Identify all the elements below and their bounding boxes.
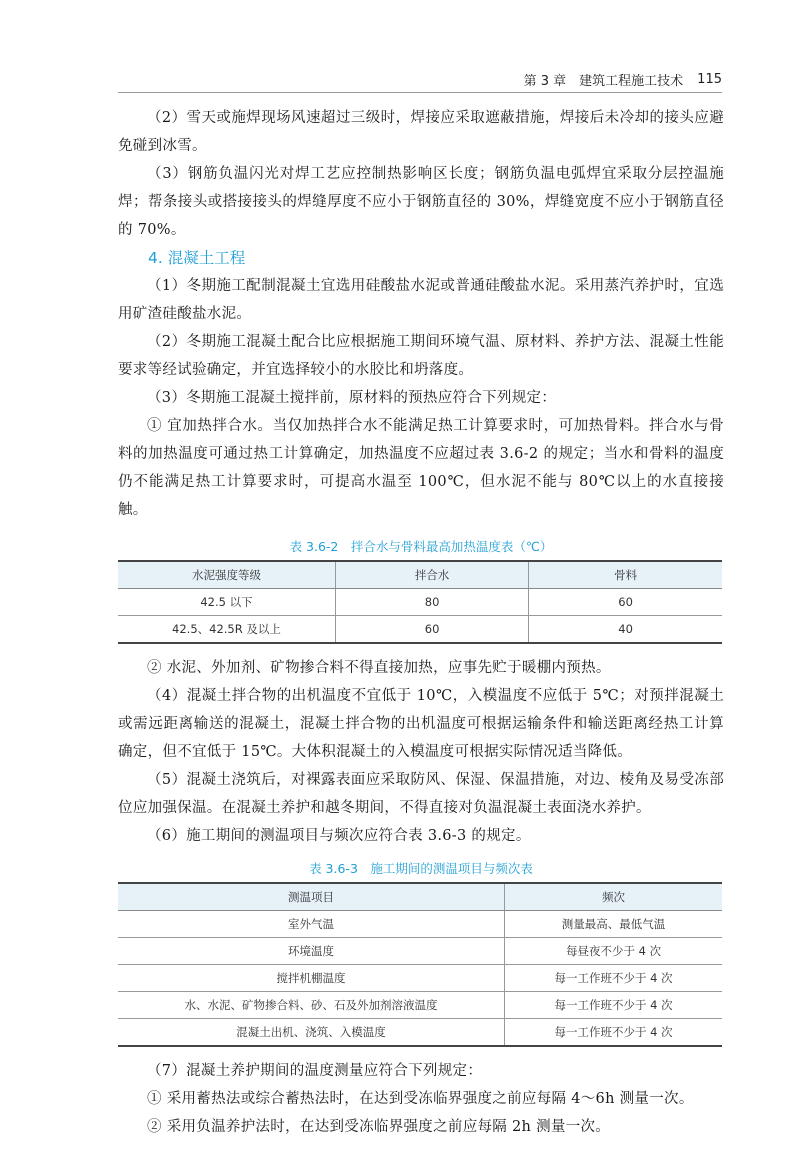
- chapter-title: 第 3 章 建筑工程施工技术: [523, 73, 684, 89]
- paragraph: （2）冬期施工混凝土配合比应根据施工期间环境气温、原材料、养护方法、混凝土性能要求等经试验确定，并宜选择较小的水胶比和坍落度。: [118, 334, 724, 378]
- column-header: 频次: [505, 883, 722, 911]
- table-cell: 40: [529, 616, 722, 644]
- paragraph: （3）冬期施工混凝土搅拌前，原材料的预热应符合下列规定：: [147, 390, 557, 406]
- running-header: [118, 66, 722, 93]
- paragraph: （4）混凝土拌合物的出机温度不宜低于 10℃，入模温度不应低于 5℃；对预拌混凝土或需远距离输送的混凝土，混凝土拌合物的出机温度可根据运输条件和输送距离经热工计算确定，但不宜低于 15℃。大体积混凝土的入模温度可根据实际情况适当降低。: [118, 688, 724, 760]
- paragraph: ① 采用蓄热法或综合蓄热法时，在达到受冻临界强度之前应每隔 4～6h 测量一次。: [147, 1091, 694, 1107]
- table-header-row: [118, 883, 722, 911]
- table-header-row: [118, 561, 722, 589]
- table-cell: 60: [335, 616, 528, 644]
- measurement-frequency-table: [118, 882, 722, 1047]
- table-row: [118, 938, 722, 965]
- table-cell: 每一工作班不少于 4 次: [505, 1019, 722, 1047]
- table-caption: 表 3.6-3 施工期间的测温项目与频次表: [309, 861, 533, 876]
- paragraph: （3）钢筋负温闪光对焊工艺应控制热影响区长度；钢筋负温电弧焊宜采取分层控温施焊；帮条接头或搭接接头的焊缝厚度不应小于钢筋直径的 30%，焊缝宽度不应小于钢筋直径的 70%。: [118, 166, 724, 238]
- table-cell: 室外气温: [118, 911, 505, 938]
- table-cell: 60: [529, 589, 722, 616]
- column-header: 测温项目: [118, 883, 505, 911]
- table-cell: 80: [335, 589, 528, 616]
- paragraph: ② 采用负温养护法时，在达到受冻临界强度之前应每隔 2h 测量一次。: [147, 1119, 611, 1135]
- table-cell: 每一工作班不少于 4 次: [505, 965, 722, 992]
- table-cell: 42.5、42.5R 及以上: [118, 616, 335, 644]
- paragraph: （5）混凝土浇筑后，对裸露表面应采取防风、保湿、保温措施，对边、棱角及易受冻部位应加强保温。在混凝土养护和越冬期间，不得直接对负温混凝土表面浇水养护。: [118, 772, 724, 816]
- table-row: [118, 1019, 722, 1047]
- paragraph: ② 水泥、外加剂、矿物掺合料不得直接加热，应事先贮于暖棚内预热。: [147, 660, 611, 676]
- table-cell: 42.5 以下: [118, 589, 335, 616]
- page-number: 115: [697, 71, 722, 87]
- paragraph: ① 宜加热拌合水。当仅加热拌合水不能满足热工计算要求时，可加热骨料。拌合水与骨料的加热温度可通过热工计算确定，加热温度不应超过表 3.6-2 的规定；当水和骨料的温度仍不能满足热工计算要求时，可提高水温至 100℃，但水泥不能与 80℃以上的水直接接触。: [118, 418, 724, 518]
- paragraph: （1）冬期施工配制混凝土宜选用硅酸盐水泥或普通硅酸盐水泥。采用蒸汽养护时，宜选用矿渣硅酸盐水泥。: [118, 278, 724, 322]
- table-cell: 每昼夜不少于 4 次: [505, 938, 722, 965]
- table-row: [118, 616, 722, 644]
- table-cell: 测量最高、最低气温: [505, 911, 722, 938]
- table-cell: 混凝土出机、浇筑、入模温度: [118, 1019, 505, 1047]
- paragraph: （6）施工期间的测温项目与频次应符合表 3.6-3 的规定。: [147, 828, 531, 844]
- table-cell: 搅拌机棚温度: [118, 965, 505, 992]
- column-header: 拌合水: [335, 561, 528, 589]
- column-header: 水泥强度等级: [118, 561, 335, 589]
- table-caption: 表 3.6-2 拌合水与骨料最高加热温度表（℃）: [289, 539, 553, 554]
- page-body: [118, 104, 724, 1141]
- paragraph: （2）雪天或施焊现场风速超过三级时，焊接应采取遮蔽措施，焊接后未冷却的接头应避免碰到冰雪。: [118, 110, 724, 154]
- table-row: [118, 965, 722, 992]
- table-row: [118, 992, 722, 1019]
- table-cell: 水、水泥、矿物掺合料、砂、石及外加剂溶液温度: [118, 992, 505, 1019]
- paragraph: （7）混凝土养护期间的温度测量应符合下列规定：: [147, 1063, 483, 1079]
- column-header: 骨料: [529, 561, 722, 589]
- table-row: [118, 911, 722, 938]
- table-row: [118, 589, 722, 616]
- table-cell: 环境温度: [118, 938, 505, 965]
- table-cell: 每一工作班不少于 4 次: [505, 992, 722, 1019]
- section-heading: 4. 混凝土工程: [148, 249, 246, 267]
- heating-temperature-table: [118, 560, 722, 644]
